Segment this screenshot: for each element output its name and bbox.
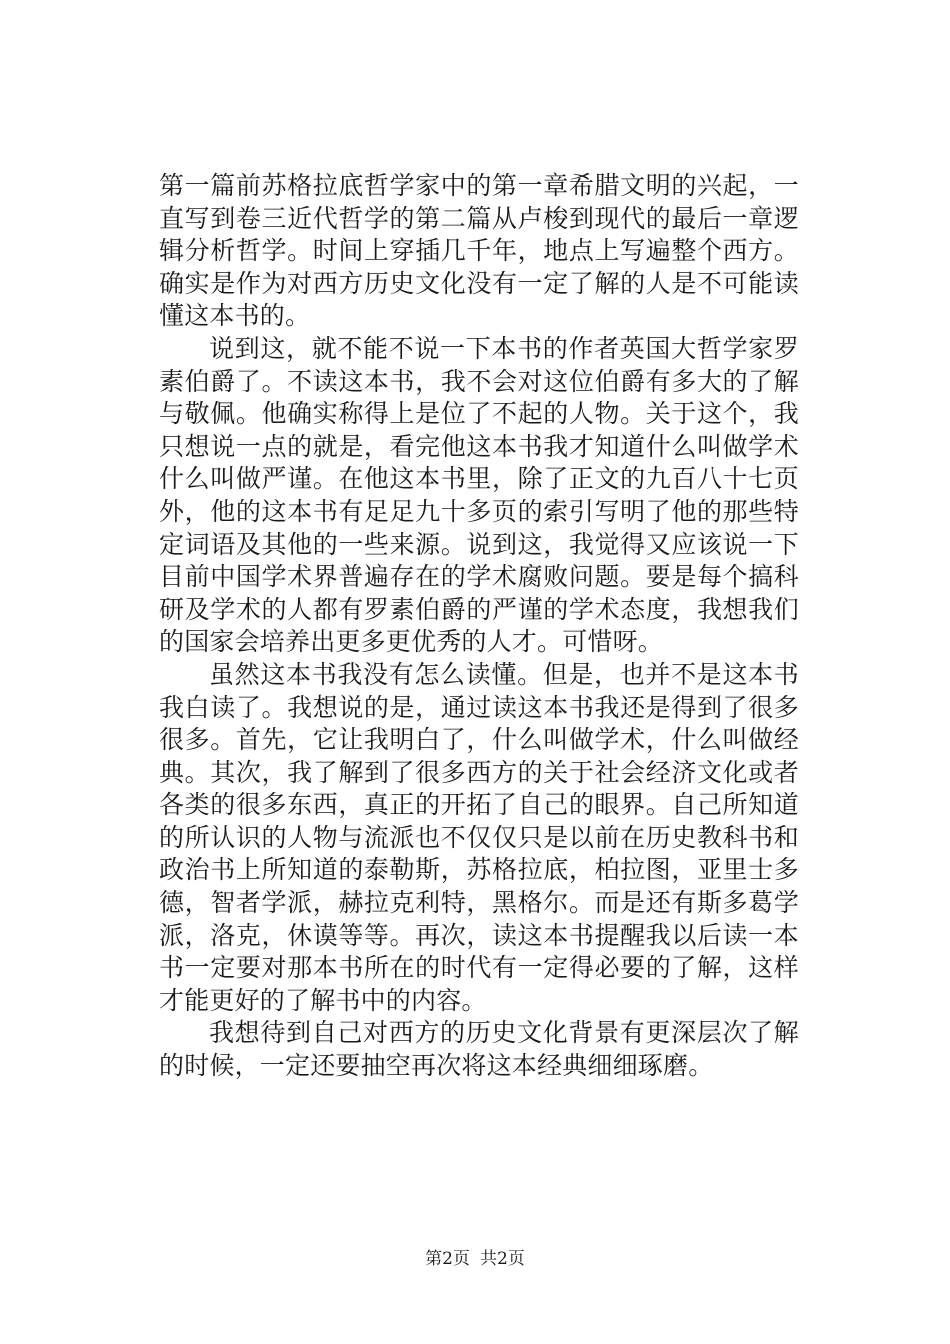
paragraph-1: 第一篇前苏格拉底哲学家中的第一章希腊文明的兴起，一直写到卷三近代哲学的第二篇从卢梭到现代的最后一章逻辑分析哲学。时间上穿插几千年，地点上写遍整个西方。确实是作为对西方历史文化没有一定了解的人是不可能读懂这本书的。 (159, 171, 799, 331)
page-number: 第2页 (425, 1249, 470, 1269)
paragraph-3: 虽然这本书我没有怎么读懂。但是，也并不是这本书我白读了。我想说的是，通过读这本书我还是得到了很多很多。首先，它让我明白了，什么叫做学术，什么叫做经典。其次，我了解到了很多西方的关于社会经济文化或者各类的很多东西，真正的开拓了自己的眼界。自己所知道的所认识的人物与流派也不仅仅只是以前在历史教科书和政治书上所知道的泰勒斯，苏格拉底，柏拉图，亚里士多德，智者学派，赫拉克利特，黑格尔。而是还有斯多葛学派，洛克，休谟等等。再次，读这本书提醒我以后读一本书一定要对那本书所在的时代有一定得必要的了解，这样才能更好的了解书中的内容。 (159, 659, 799, 1015)
paragraph-2: 说到这，就不能不说一下本书的作者英国大哲学家罗素伯爵了。不读这本书，我不会对这位伯爵有多大的了解与敬佩。他确实称得上是位了不起的人物。关于这个，我只想说一点的就是，看完他这本书我才知道什么叫做学术什么叫做严谨。在他这本书里，除了正文的九百八十七页外，他的这本书有足足九十多页的索引写明了他的那些特定词语及其他的一些来源。说到这，我觉得又应该说一下目前中国学术界普遍存在的学术腐败问题。要是每个搞科研及学术的人都有罗素伯爵的严谨的学术态度，我想我们的国家会培养出更多更优秀的人才。可惜呀。 (159, 333, 799, 657)
document-body (159, 170, 799, 1083)
paragraph-4: 我想待到自己对西方的历史文化背景有更深层次了解的时候，一定还要抽空再次将这本经典细细琢磨。 (159, 1018, 799, 1081)
page-total: 共2页 (480, 1249, 525, 1269)
page-footer (0, 1244, 950, 1269)
